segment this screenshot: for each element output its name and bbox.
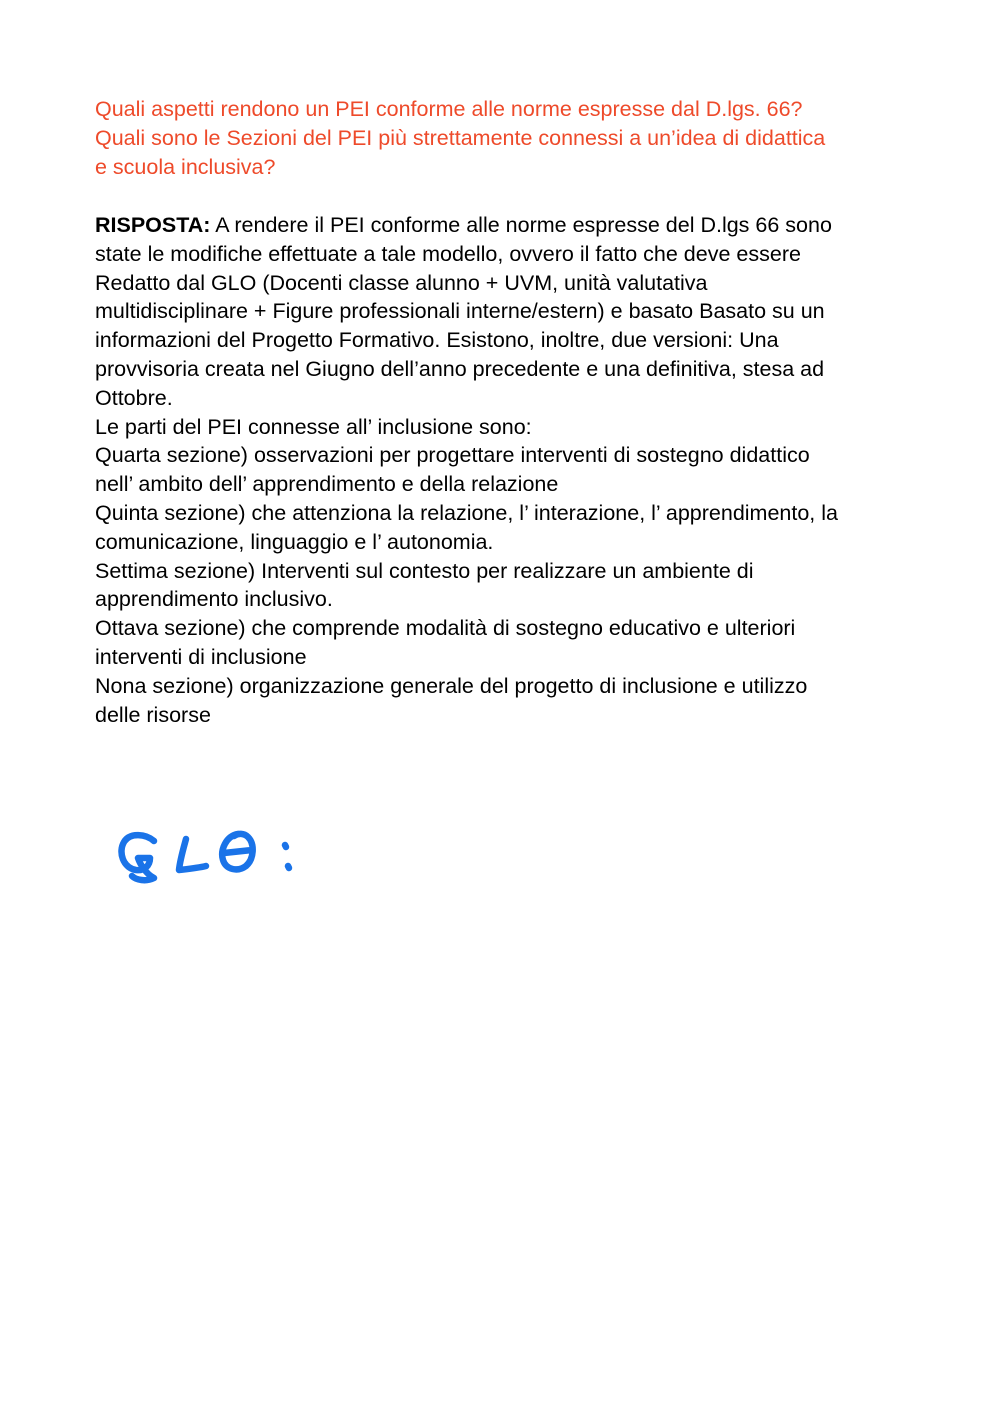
answer-line: multidisciplinare + Figure professionali interne/estern) e basato Basato su un [95,299,825,324]
answer-first-line [95,211,915,240]
answer-line: apprendimento inclusivo. [95,587,333,612]
handwritten-glo-note [110,810,310,900]
answer-line: state le modifiche effettuate a tale modello, ovvero il fatto che deve essere [95,241,801,266]
answer-line: Quarta sezione) osservazioni per progettare interventi di sostegno didattico [95,443,810,468]
question-line: Quali sono le Sezioni del PEI più strettamente connessi a un’idea di didattica [95,125,826,150]
question-line: Quali aspetti rendono un PEI conforme alle norme espresse dal D.lgs. 66? [95,97,803,121]
answer-line: Redatto dal GLO (Docenti classe alunno + UVM, unità valutativa [95,270,708,295]
answer-line: comunicazione, linguaggio e l’ autonomia. [95,529,494,554]
answer-line: Le parti del PEI connesse all’ inclusione sono: [95,414,532,439]
question-text [95,95,915,181]
answer-line: nell’ ambito dell’ apprendimento e della relazione [95,472,559,497]
answer-line: provvisoria creata nel Giugno dell’anno precedente e una definitiva, stesa ad [95,356,825,381]
answer-label: RISPOSTA: [95,213,211,237]
question-line: e scuola inclusiva? [95,154,276,179]
answer-line: Nona sezione) organizzazione generale del progetto di inclusione e utilizzo [95,673,808,698]
answer-line: interventi di inclusione [95,644,307,669]
answer-text [95,211,915,729]
handwritten-colon-bottom [288,866,289,868]
answer-line: A rendere il PEI conforme alle norme espresse del D.lgs 66 sono [210,213,832,237]
answer-line: delle risorse [95,702,211,727]
handwritten-letter-g [121,835,154,880]
answer-line: Settima sezione) Interventi sul contesto per realizzare un ambiente di [95,558,754,583]
answer-line: Ottava sezione) che comprende modalità di sostegno educativo e ulteriori [95,616,796,641]
handwritten-colon-top [285,845,286,847]
handwritten-letter-o [222,834,252,870]
answer-line: Ottobre. [95,385,173,410]
answer-line: Quinta sezione) che attenziona la relazione, l’ interazione, l’ apprendimento, la [95,500,838,525]
answer-line: informazioni del Progetto Formativo. Esistono, inoltre, due versioni: Una [95,328,779,353]
handwritten-letter-l [179,839,206,870]
